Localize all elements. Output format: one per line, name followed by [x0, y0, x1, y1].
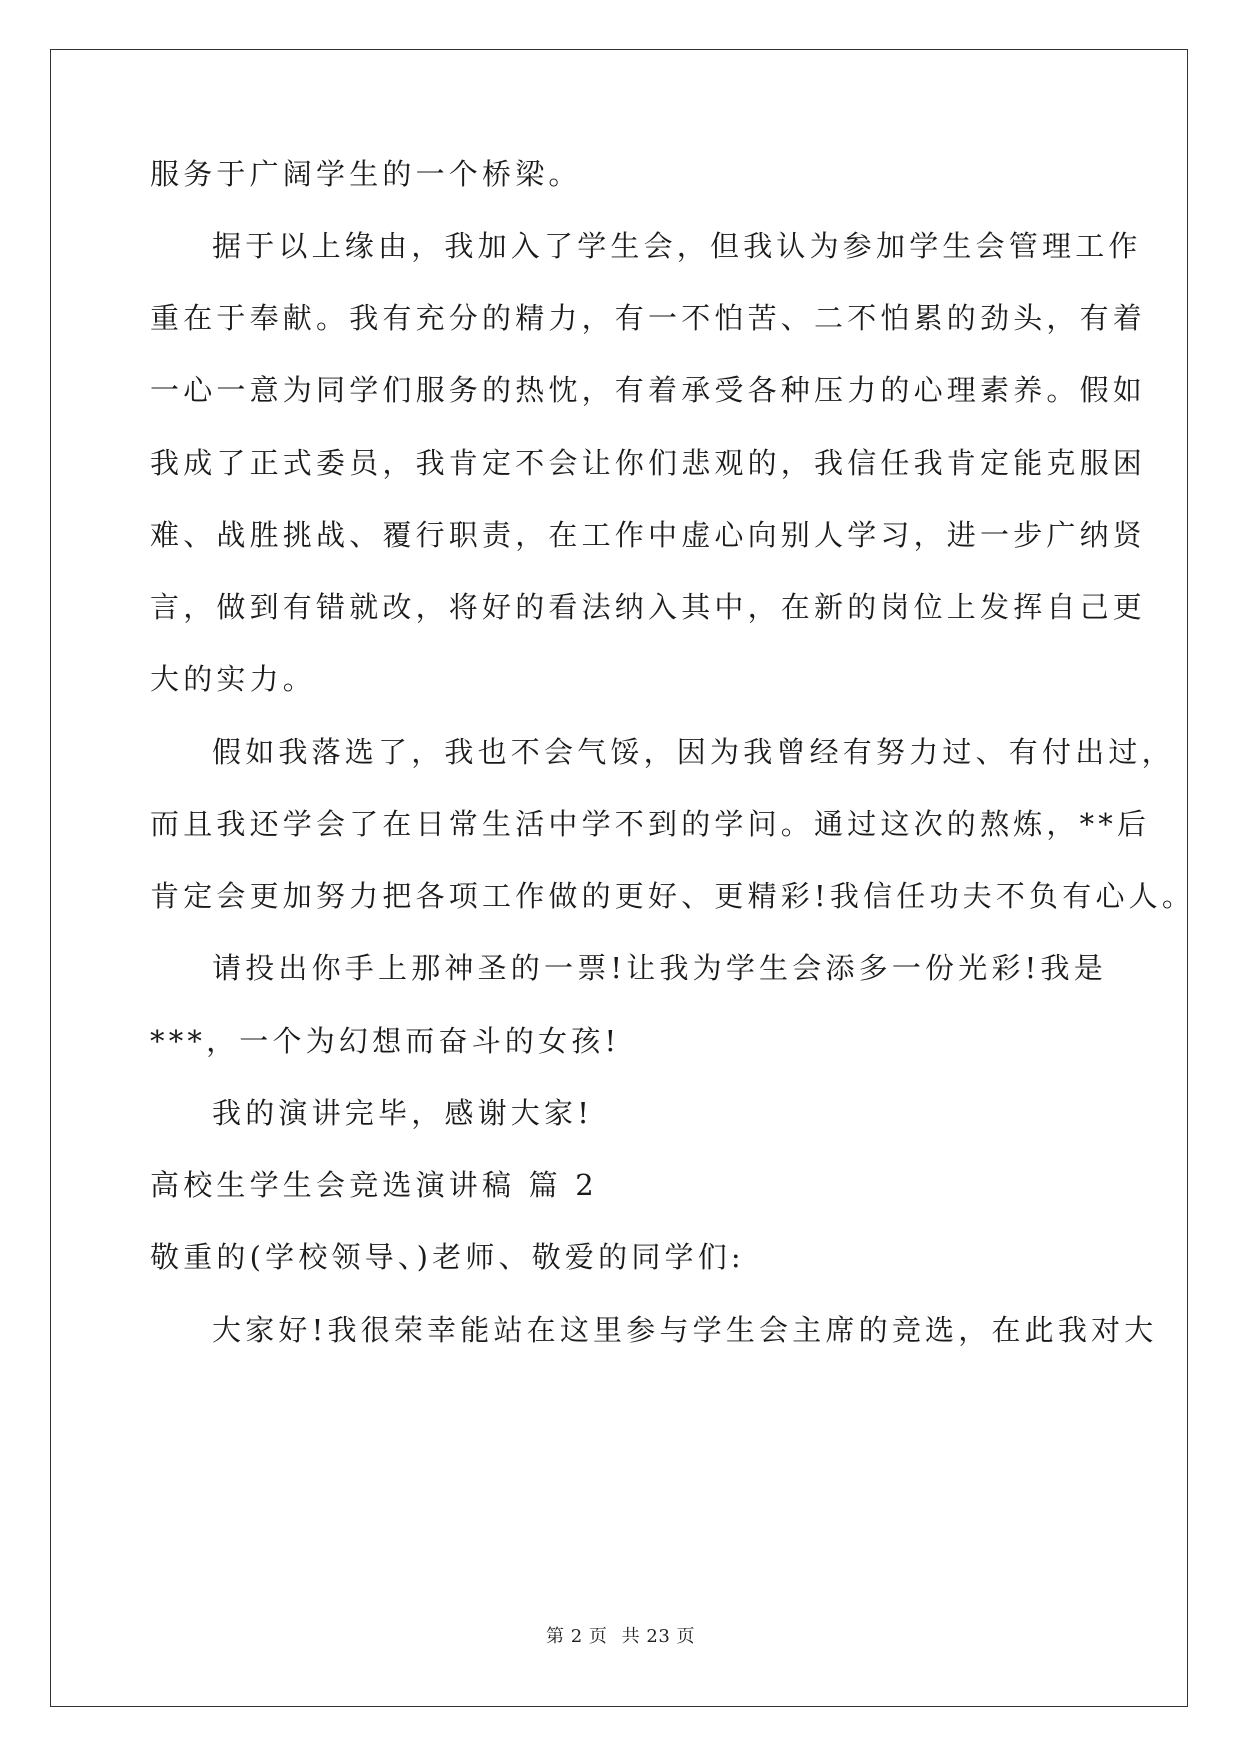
- text-line: ***，一个为幻想而奋斗的女孩!: [150, 1024, 621, 1058]
- text-line: 一心一意为同学们服务的热忱，有着承受各种压力的心理素养。假如: [150, 373, 1147, 407]
- page-footer: [0, 1622, 1241, 1648]
- text-line: 重在于奉献。我有充分的精力，有一不怕苦、二不怕累的劲头，有着: [150, 301, 1147, 335]
- text-line: 大的实力。: [150, 662, 317, 696]
- text-line: 而且我还学会了在日常生活中学不到的学问。通过这次的熬炼，**后: [150, 807, 1151, 841]
- text-line: 肯定会更加努力把各项工作做的更好、更精彩!我信任功夫不负有心人。: [150, 879, 1196, 913]
- text-line: 言，做到有错就改，将好的看法纳入其中，在新的岗位上发挥自己更: [150, 590, 1147, 624]
- paragraph-line: 假如我落选了，我也不会气馁，因为我曾经有努力过、有付出过，: [212, 735, 1175, 769]
- paragraph-line: 我的演讲完毕，感谢大家!: [212, 1096, 594, 1130]
- salutation: 敬重的(学校领导、)老师、敬爱的同学们:: [150, 1240, 745, 1274]
- page-total: 共 23 页: [621, 1626, 695, 1647]
- page-number: 第 2 页: [546, 1626, 608, 1647]
- section-heading: 高校生学生会竞选演讲稿 篇 2: [150, 1168, 598, 1202]
- paragraph-line: 大家好!我很荣幸能站在这里参与学生会主席的竞选，在此我对大: [212, 1313, 1158, 1347]
- paragraph-line: 请投出你手上那神圣的一票!让我为学生会添多一份光彩!我是: [212, 951, 1107, 985]
- text-line: 我成了正式委员，我肯定不会让你们悲观的，我信任我肯定能克服困: [150, 446, 1147, 480]
- text-line: 难、战胜挑战、覆行职责，在工作中虚心向别人学习，进一步广纳贤: [150, 518, 1147, 552]
- paragraph-line: 据于以上缘由，我加入了学生会，但我认为参加学生会管理工作: [212, 229, 1142, 263]
- text-line: 服务于广阔学生的一个桥梁。: [150, 157, 582, 191]
